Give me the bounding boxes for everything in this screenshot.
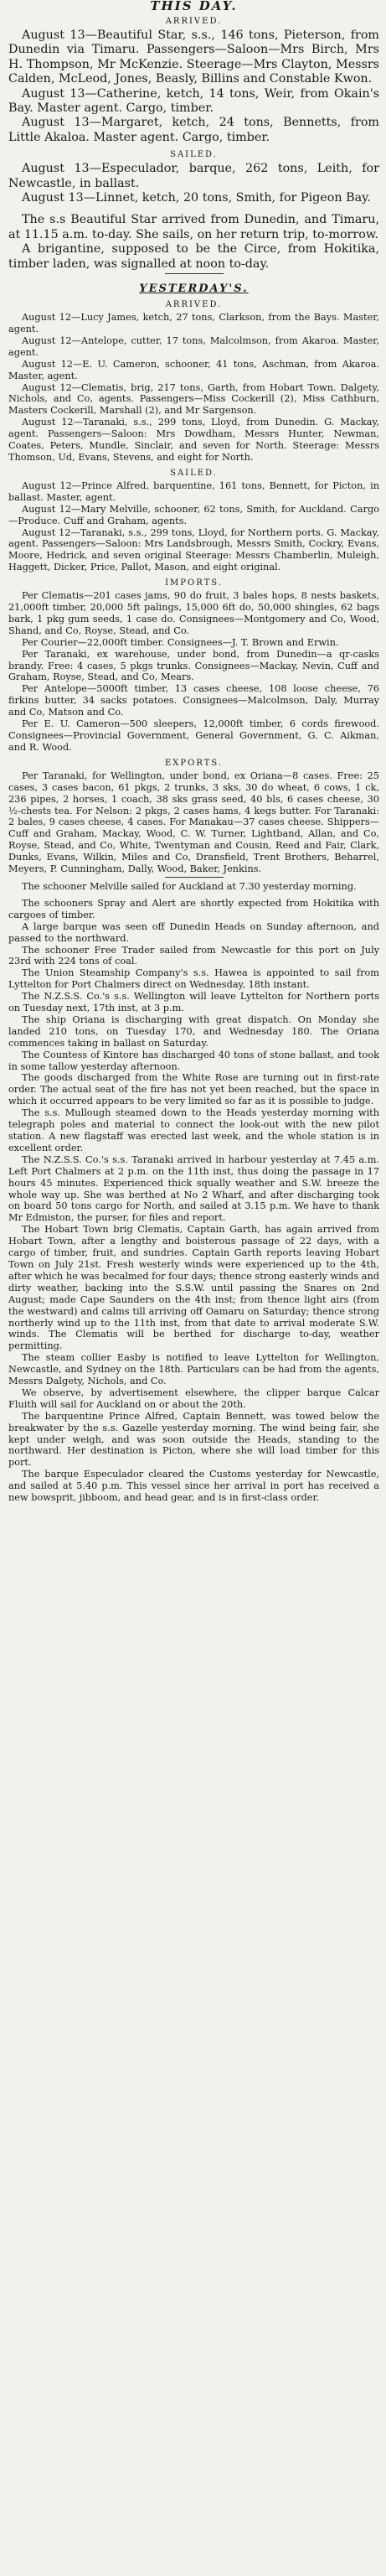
sailed-heading: SAILED. (170, 150, 218, 160)
departure-entry: August 12—Prince Alfred, barquentine, 161 tons, Bennett, for Picton, in ballast. Master, agent. (8, 479, 379, 503)
news-item: A large barque was seen off Dunedin Heads on Sunday afternoon, and passed to the northward. (8, 920, 379, 944)
news-item: We observe, by advertisement elsewhere, the clipper barque Calcar Fluith will sail for Auckland on or about the 20th. (8, 1386, 379, 1410)
shipping-note: The s.s Beautiful Star arrived from Dunedin, and Timaru, at 11.15 a.m. to-day. She sails, on her return trip, to-morrow. (8, 213, 379, 241)
sailed-heading: SAILED. (170, 468, 218, 478)
arrival-entry: August 13—Catherine, ketch, 14 tons, Weir, from Okain's Bay. Master agent. Cargo, timber. (8, 86, 379, 116)
divider (165, 273, 224, 274)
news-item: The Union Steamship Company's s.s. Hawea is appointed to sail from Lyttelton for Port Chalmers direct on Wednesday, 18th instant. (8, 967, 379, 991)
arrival-entry: August 12—Lucy James, ketch, 27 tons, Clarkson, from the Bays. Master, agent. (8, 312, 379, 334)
news-item: The N.Z.S.S. Co.'s s.s. Wellington will leave Lyttelton for Northern ports on Tuesday next, 17th inst, at 3 p.m. (8, 991, 379, 1014)
exports-heading: EXPORTS. (164, 758, 224, 768)
news-item: The barquentine Prince Alfred, Captain Bennett, was towed below the breakwater by the s.s. Gazelle yesterday morning. The wind being fair, she kept under weigh, and was soon outside the Heads, standing to the northward. Her destination is Picton, where she will load timber for this port. (8, 1410, 379, 1469)
news-item: The schooners Spray and Alert are shortly expected from Hokitika with cargoes of timber. (8, 897, 379, 920)
departure-entry: August 12—Mary Melville, schooner, 62 tons, Smith, for Auckland. Cargo—Produce. Cuff and Graham, agents. (8, 503, 379, 526)
departure-entry: August 13—Linnet, ketch, 20 tons, Smith, for Pigeon Bay. (22, 191, 371, 205)
news-item: The s.s. Mullough steamed down to the Heads yesterday morning with telegraph poles and material to connect the look-out with the new pilot station. A new flagstaff was erected last week, and the whole station is in excellent order. (8, 1107, 379, 1153)
departure-entry: August 12—Taranaki, s.s., 299 tons, Lloyd, for Northern ports. G. Mackay, agent. Passengers—Saloon: Mrs Landsbrough, Messrs Smith, Cockry, Evans, Moore, Hedrick, and seven original Steerage: Messrs Chamberlin, Muleigh, Haggett, Dicker, Price, Pallot, Mason, and eight original. (8, 526, 379, 573)
this-day-section (8, 17, 379, 272)
news-item: The ship Oriana is discharging with great dispatch. On Monday she landed 210 tons, on Tuesday 170, and Wednesday 180. The Oriana commences taking in ballast on Saturday. (8, 1013, 379, 1049)
news-item: The N.Z.S.S. Co.'s s.s. Taranaki arrived in harbour yesterday at 7.45 a.m. Left Port Chalmers at 2 p.m. on the 11th inst, thus doing the passage in 17 hours 45 minutes. Experienced thick squally weather and S.W. breeze the whole way up. She was berthed at No 2 Wharf, and after discharging took on board 50 tons cargo for North, and sailed at 3.15 p.m. We have to thank Mr Edmiston, the purser, for files and report. (8, 1153, 379, 1224)
news-item: The Countess of Kintore has discharged 40 tons of stone ballast, and took in some tallow yesterday afternoon. (8, 1049, 379, 1072)
yesterdays-section (8, 300, 379, 1504)
arrival-entry: August 13—Beautiful Star, s.s., 146 tons, Pieterson, from Dunedin via Timaru. Passengers—Saloon—Mrs Birch, Mrs H. Thompson, Mr McKenzie. Steerage—Mrs Clayton, Messrs Calden, McLeod, Jones, Beasly, Billins and Constable Kwon. (8, 29, 379, 86)
news-item: The goods discharged from the White Rose are turning out in first-rate order. The actual seat of the fire has not yet been reached, but the space in which it occurred appears to be very limited so far as it is possible to judge. (8, 1072, 379, 1107)
import-entry: Per Clematis—201 cases jams, 90 do fruit, 3 bales hops, 8 nests baskets, 21,000ft timber, 20,000 5ft palings, 15,000 6ft do, 50,000 shingles, 62 bags bark, 1 pkg gum seeds, 1 case do. Consignees—Montgomery and Co, Wood, Shand, and Co, Royse, Stead, and Co. (8, 590, 379, 636)
export-entry: Per Taranaki, for Wellington, under bond, ex Oriana—8 cases. Free: 25 cases, 3 cases bacon, 61 pkgs, 2 trunks, 3 sks, 30 do wheat, 6 cows, 1 ck, 236 pipes, 2 horses, 1 coach, 38 sks grass seed, 40 bls, 6 cases cheese, 30 ½-chests tea. For Nelson: 2 pkgs, 2 cases hams, 4 kegs butter. For Taranaki: 2 bales, 9 cases cheese, 4 cases. For Manakau—37 cases cheese. Shippers—Cuff and Graham, Mackay, Wood, C. W. Turner, Lightband, Allan, and Co, Royse, Stead, and Co, White, Twentyman and Cousin, Reed and Fair, Clark, Dunks, Evans, Wilkin, Miles and Co, Dransfield, Trent Brothers, Beharrel, Meyers, P. Cunningham, Dally, Wood, Baker, Jenkins. (8, 770, 379, 875)
arrival-entry: August 12—Taranaki, s.s., 299 tons, Lloyd, from Dunedin. G. Mackay, agent. Passengers—Saloon: Mrs Dowdham, Messrs Hunter, Newman, Coates, Peters, Mundle, Sinclair, and seven for North. Steerage: Messrs Thomson, Ud, Evans, Stevens, and eight for North. (8, 417, 379, 463)
import-entry: Per E. U. Cameron—500 sleepers, 12,000ft timber, 6 cords firewood. Consignees—Provincial Government, General Government, G. C. Aikman, and R. Wood. (8, 718, 379, 753)
divider (165, 877, 224, 878)
import-entry: Per Antelope—5000ft timber, 13 cases cheese, 108 loose cheese, 76 firkins butter, 34 sacks potatoes. Consignees—Malcolmson, Daly, Murray and Co, Matson and Co. (8, 683, 379, 718)
import-entry: Per Courier—22,000ft timber. Consignees—J. T. Brown and Erwin. (22, 636, 339, 648)
news-item: The schooner Free Trader sailed from Newcastle for this port on July 23rd with 224 tons of coal. (8, 944, 379, 967)
arrival-entry: August 13—Margaret, ketch, 24 tons, Bennetts, from Little Akaloa. Master agent. Cargo, timber. (8, 116, 379, 144)
departure-entry: August 13—Especulador, barque, 262 tons, Leith, for Newcastle, in ballast. (8, 162, 379, 190)
yesterdays-heading: YESTERDAY'S. (139, 282, 249, 296)
arrived-heading: ARRIVED. (165, 17, 223, 26)
arrival-entry: August 12—Clematis, brig, 217 tons, Garth, from Hobart Town. Dalgety, Nichols, and Co, agents. Passengers—Miss Cockerill (2), Miss Cathburn, Masters Cockerill, Marshall (2), and Mr Sargenson. (8, 381, 379, 417)
import-entry: Per Taranaki, ex warehouse, under bond, from Dunedin—a qr-casks brandy. Free: 4 cases, 5 pkgs trunks. Consignees—Mackay, Nevin, Cuff and Graham, Royse, Stead, and Co, Mears. (8, 648, 379, 683)
arrival-entry: August 12—Antelope, cutter, 17 tons, Malcolmson, from Akaroa. Master, agent. (8, 334, 379, 358)
imports-heading: IMPORTS. (165, 578, 223, 588)
news-item: The steam collier Easby is notified to leave Lyttelton for Wellington, Newcastle, and Sydney on the 18th. Particulars can be had from the agents, Messrs Dalgety, Nichols, and Co. (8, 1352, 379, 1387)
arrived-heading: ARRIVED. (165, 300, 223, 310)
arrival-entry: August 12—E. U. Cameron, schooner, 41 tons, Aschman, from Akaroa. Master, agent. (8, 358, 379, 381)
news-item: The Hobart Town brig Clematis, Captain Garth, has again arrived from Hobart Town, after a lengthy and boisterous passage of 22 days, with a cargo of timber, fruit, and sundries. Captain Garth reports leaving Hobart Town on July 21st. Fresh westerly winds were experienced up to the 4th, after which he was becalmed for four days; thence strong easterly winds and dirty weather, backing into the S.S.W. until passing the Snares on 2nd August; made Cape Saunders on the 4th inst; from thence light airs (from the westward) and calms till arriving off Oamaru on Saturday; thence strong northerly wind up to the 11th inst, from that date to arrival moderate S.W. winds. The Clematis will be berthed for discharge to-day, weather permitting. (8, 1224, 379, 1352)
shipping-note: A brigantine, supposed to be the Circe, from Hokitika, timber laden, was signalled at noon to-day. (8, 242, 379, 271)
column-title: THIS DAY. (150, 0, 238, 13)
news-item: The schooner Melville sailed for Auckland at 7.30 yesterday morning. (22, 880, 357, 892)
news-item: The barque Especulador cleared the Customs yesterday for Newcastle, and sailed at 5.40 p.m. This vessel since her arrival in port has received a new bowsprit, jibboom, and head gear, and is in first-class order. (8, 1469, 379, 1504)
